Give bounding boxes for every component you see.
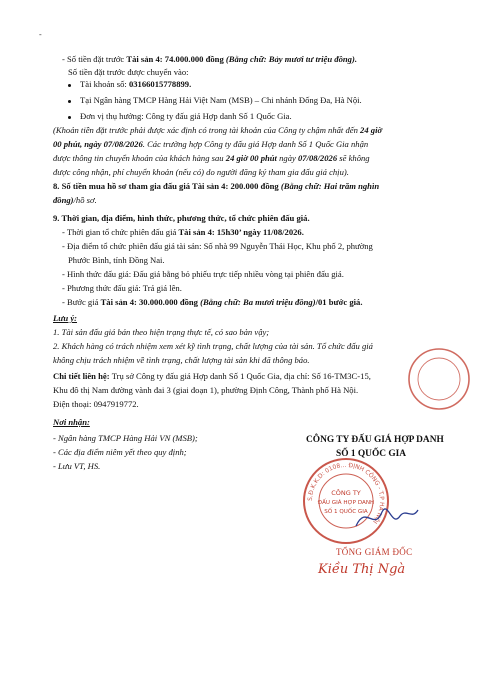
- contact-phone: Điện thoại: 0947919772.: [53, 399, 139, 409]
- price-step-unit: /01 bước giá.: [315, 297, 363, 307]
- deposit-note-text: ngày: [276, 153, 298, 163]
- auction-place-2: Phước Bình, tỉnh Đồng Nai.: [68, 255, 165, 265]
- signer-role: TỔNG GIÁM ĐỐC: [336, 547, 413, 557]
- section-8-words: đồng): [53, 195, 74, 205]
- note-1: 1. Tài sản đấu giá bán theo hiện trạng thực tế, có sao bản vậy;: [53, 327, 270, 337]
- contact-label: Chi tiết liên hệ:: [53, 371, 112, 381]
- beneficiary: Đơn vị thụ hưởng: Công ty đấu giá Hợp danh Số 1 Quốc Gia.: [80, 111, 292, 121]
- recipients-title: Nơi nhận:: [53, 417, 90, 427]
- auction-method: - Phương thức đấu giá: Trả giá lên.: [62, 283, 182, 293]
- auction-time: [62, 227, 304, 238]
- account-number: [80, 79, 191, 90]
- deposit-note-text: được thông tin chuyển khoản của khách hàng sau: [53, 153, 226, 163]
- deposit-amount: Tài sản 4: 74.000.000 đồng: [126, 54, 224, 64]
- section-9-title: 9. Thời gian, địa điểm, hình thức, phương thức, tổ chức phiên đấu giá.: [53, 213, 310, 223]
- section-8-title: 8. Số tiền mua hồ sơ tham gia đấu giá Tài sản 4: 200.000 đồng: [53, 181, 281, 191]
- seal-text-2: ĐẤU GIÁ HỢP DANH: [317, 500, 375, 506]
- note-2-line-2: không chịu trách nhiệm về tình trạng, chất lượng tài sản khi đã thông báo.: [53, 355, 310, 365]
- account-value: 03166015778899.: [128, 79, 192, 89]
- deposit-note-3: [53, 153, 370, 164]
- price-step-label: - Bước giá: [62, 297, 101, 307]
- seal-text-1: CÔNG TY: [331, 489, 361, 497]
- price-step: [62, 297, 362, 308]
- deposit-line-1: [62, 54, 357, 65]
- company-name-line-2: SỐ 1 QUỐC GIA: [336, 449, 407, 459]
- deposit-note-2: [53, 139, 368, 150]
- recipient-2: - Các địa điểm niêm yết theo quy định;: [53, 447, 187, 457]
- deposit-note-text: (Khoản tiền đặt trước phải được xác định có trong tài khoản của Công ty chậm nhất đến: [53, 125, 361, 135]
- auction-time-label: - Thời gian tổ chức phiên đấu giá: [62, 227, 179, 237]
- deposit-note-emph: 24 giờ 00 phút: [225, 153, 277, 163]
- bullet-icon: [68, 116, 71, 119]
- note-2-line-1: 2. Khách hàng có trách nhiệm xem xét kỹ tình trạng, chất lượng của tài sản. Tổ chức đấu giá: [53, 341, 373, 351]
- seal-text-3: SỐ 1 QUỐC GIA: [324, 509, 368, 515]
- section-8-unit: /hồ sơ.: [73, 195, 97, 205]
- contact-line-1: [53, 371, 371, 382]
- notes-title: Lưu ý:: [53, 313, 78, 323]
- section-8-line-2: [53, 195, 97, 206]
- recipient-3: - Lưu VT, HS.: [53, 461, 101, 471]
- bullet-icon: [68, 100, 71, 103]
- deposit-note-4: được công nhận, phí chuyển khoản (nếu có) do người đăng ký tham gia đấu giá chịu).: [53, 167, 349, 177]
- deposit-note-text: . Các trường hợp Công ty đấu giá Hợp danh Số 1 Quốc Gia nhận: [142, 139, 369, 149]
- deposit-amount-words: (Bằng chữ: Bảy mươi tư triệu đồng).: [223, 54, 357, 64]
- deposit-note-text: sẽ không: [337, 153, 370, 163]
- section-8-line-1: [53, 181, 379, 192]
- section-8-words: (Bằng chữ: Hai trăm nghìn: [280, 181, 380, 191]
- contact-address: Trụ sở Công ty đấu giá Hợp danh Số 1 Quốc Gia, địa chỉ: Số 16-TM3C-15,: [111, 371, 371, 381]
- contact-line-2: Khu đô thị Nam đường vành đai 3 (giai đoạn 1), phường Định Công, Thành phố Hà Nội.: [53, 385, 359, 395]
- company-seal-partial-icon: [405, 345, 473, 413]
- recipient-1: - Ngân hàng TMCP Hàng Hải VN (MSB);: [53, 433, 198, 443]
- deposit-note-1: [53, 125, 382, 136]
- corner-mark: -: [39, 30, 42, 39]
- account-label: Tài khoản số:: [80, 79, 129, 89]
- auction-time-value: Tài sản 4: 15h30’ ngày 11/08/2026.: [178, 227, 304, 237]
- deposit-note-emph: 24 giờ: [360, 125, 383, 135]
- bank-name: Tại Ngân hàng TMCP Hàng Hải Việt Nam (MSB) – Chi nhánh Đống Đa, Hà Nội.: [80, 95, 362, 105]
- deposit-note-emph: 00 phút, ngày 07/08/2026: [53, 139, 143, 149]
- price-step-value: Tài sản 4: 30.000.000 đồng: [100, 297, 198, 307]
- deposit-line-2: Số tiền đặt trước được chuyển vào:: [68, 67, 189, 77]
- auction-form: - Hình thức đấu giá: Đấu giá bằng bỏ phiếu trực tiếp nhiều vòng tại phiên đấu giá.: [62, 269, 344, 279]
- signer-name: Kiều Thị Ngà: [318, 562, 406, 577]
- seal-ring-text: S.Đ.K.K.D: 0108... ĐỊNH CÔNG - T.P HÀ NỘI: [306, 461, 386, 525]
- auction-place-1: - Địa điểm tổ chức phiên đấu giá tài sản: Số nhà 99 Nguyễn Thái Học, Khu phố 2, phường: [62, 241, 373, 251]
- signature-icon: [352, 498, 422, 538]
- deposit-note-emph: 07/08/2026: [297, 153, 338, 163]
- deposit-label: - Số tiền đặt trước: [62, 54, 127, 64]
- price-step-words: (Bằng chữ: Ba mươi triệu đồng): [197, 297, 316, 307]
- bullet-icon: [68, 84, 71, 87]
- company-name-line-1: CÔNG TY ĐẤU GIÁ HỢP DANH: [306, 435, 444, 445]
